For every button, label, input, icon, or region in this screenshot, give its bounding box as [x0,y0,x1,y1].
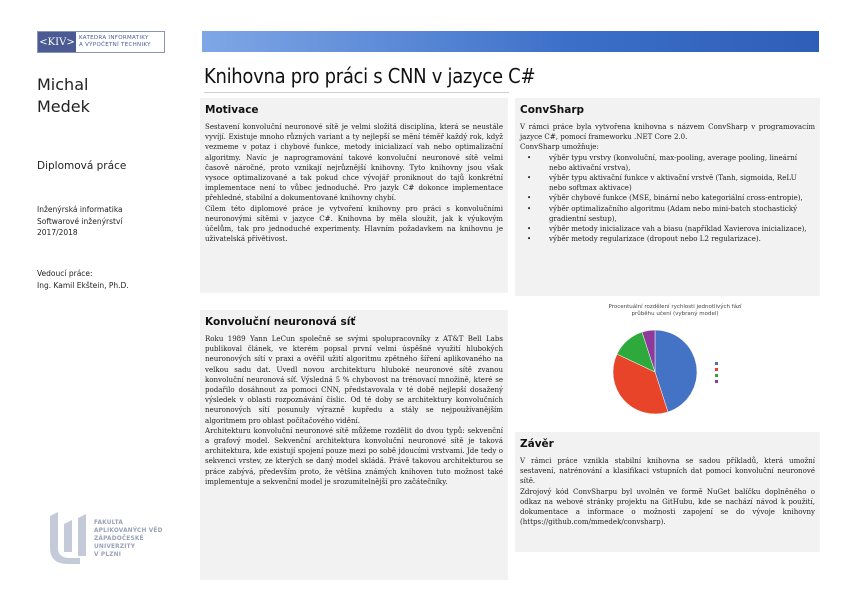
motivace-paragraph-2: Cílem této diplomové práce je vytvoření knihovny pro práci s konvolučními neuronovými sítěmi v jazyce C#. Knihovna by měla sloužit, jak k výukovým účelům, tak pro jednoduché experimenty. Hlavním požadavkem na knihovnu je uživatelská přívětivost. [205,203,503,244]
author-first-name: Michal [37,75,89,94]
cnn-paragraph-2: Architekturu konvoluční neuronové sítě můžeme rozdělit do dvou typů: sekvenční a grafový model. Sekvenční architektura konvoluční neuronové sítě je taková architektura, kde existují spojení pouze mezi po sobě jdoucími vrstvami. Jde tedy o sekvenci vrstev, ze kterých se daný model skládá. Právě takovou architekturou se práce zabývá, především proto, že většina známých knihoven tuto možnost také implementuje a sekvenční model je srozumitelnější pro začátečníky. [205,425,503,486]
header-bar [202,31,819,52]
legend-mark-3 [715,380,718,383]
convsharp-heading: ConvSharp [520,104,585,116]
study-year: 2017/2018 [37,228,78,237]
kiv-department-text [76,32,164,52]
study-specialization: Softwarové inženýrství [37,216,123,226]
kiv-logo [37,31,165,53]
list-item: • výběr metody regularizace (dropout nebo L2 regularizace). [520,234,815,244]
cnn-heading: Konvoluční neuronová síť [205,316,356,328]
zaver-paragraph-2: Zdrojový kód ConvSharpu byl uvolněn ve formě NuGet balíčku doplněného o odkaz na webové stránky projektu na GitHubu, kde se nachází návod k použití, dokumentace a informace o možnosti zapojení se do vývoje knihovny (https://github.com/mmedek/convsharp). [520,486,815,527]
convsharp-intro: V rámci práce byla vytvořena knihovna s názvem ConvSharp v programovacím jazyce C#, pomocí frameworku .NET Core 2.0. [520,122,815,142]
study-program [37,204,123,239]
list-item: • výběr typu aktivační funkce v aktivační vrstvě (Tanh, sigmoida, ReLU nebo softmax aktivace) [520,173,815,193]
convsharp-feature-list [520,153,815,245]
panel-convsharp [515,98,820,296]
motivace-paragraph-1: Sestavení konvoluční neuronové sítě je velmi složitá disciplína, která se neustále vyvíjí. Existuje mnoho různých variant a ty nejlepší se mění téměř každý rok, když vezmeme v potaz i chybové funkce, metody inicializací vah nebo optimalizační algoritmy. Navíc je naprogramování takové konvoluční neuronové sítě velmi časově náročné, proto vznikají nejrůznější knihovny. Tyto knihovny jsou však vysoce optimalizované a tak pokud chce vývojář proniknout do tajů konkrétní implementace není to vůbec jednoduché. Pro jazyk C# dokonce implementace přehledné, stabilní a dokumentované knihovny chybí. [205,122,503,203]
author-name [37,74,90,118]
zcu-line-4: UNIVERZITY [94,544,136,551]
supervisor-label: Vedoucí práce: [37,269,93,278]
supervisor-name: Ing. Kamil Ekštein, Ph.D. [37,280,129,290]
motivace-heading: Motivace [205,104,259,116]
kiv-badge: <KIV> [38,32,76,52]
author-last-name: Medek [37,97,90,116]
panel-zaver [515,432,820,552]
panel-cnn [200,310,508,580]
zaver-paragraph-1: V rámci práce vznikla stabilní knihovna se sadou příkladů, která umožní sestavení, natrénování a klasifikaci vstupních dat pomocí konvoluční neuronové sítě. [520,456,815,486]
convsharp-enables: ConvSharp umožňuje: [520,142,599,152]
supervisor [37,268,129,291]
title-divider [204,92,509,93]
chart-title: Procentuální rozdělení rychlosti jednotlivých fází průběhu učení (vybraný model) [608,304,742,317]
panel-motivace [200,98,508,293]
zcu-line-5: V PLZNI [94,552,122,559]
list-item: • výběr chybové funkce (MSE, binární nebo kategoriální cross-entropie), [520,193,815,203]
list-item: • výběr metody inicializace vah a biasu (například Xavierova inicializace), [520,224,815,234]
thesis-type: Diplomová práce [37,160,127,172]
poster-title: Knihovna pro práci s CNN v jazyce C# [204,64,536,88]
cnn-paragraph-1: Roku 1989 Yann LeCun společně se svými spolupracovníky z AT&T Bell Labs publikoval článek, ve kterém popsal první velmi úspěšné využití hlubokých neuronových sítí v praxi a ověřil užití algoritmu zpětného šíření aplikovaného na velkou sadu dat. Uvedl novou architekturu hluboké neuronové sítě zvanou konvoluční neuronová síť. Výsledná 5 % chybovost na trénovací množině, které se podařilo dosáhnout za pomoci CNN, představovala v té době nejlepší dosažený výsledek v oblasti rozpoznávání číslic. Od té doby se architektury konvolučních neuronových sítí posunuly výrazně kupředu a stály se nejpoužívanějším algoritmem pro oblast počítačového vidění. [205,334,503,425]
pie-chart [575,300,775,428]
legend-mark-2 [715,374,718,377]
study-field: Inženýrská informatika [37,205,123,214]
zcu-faculty-text [94,519,163,559]
list-item: • výběr typu vrstvy (konvoluční, max-pooling, average pooling, lineární nebo aktivační vrstva), [520,153,815,173]
list-item: • výběr optimalizačního algoritmu (Adam nebo mini-batch stochastický gradientní sestup), [520,204,815,224]
zcu-line-1: FAKULTA [94,520,124,526]
zcu-line-2: APLIKOVANÝCH VĚD [94,528,163,535]
zcu-line-3: ZÁPADOČESKÉ [94,536,144,543]
kiv-line-2: A VÝPOČETNÍ TECHNIKY [79,42,151,48]
legend-mark-1 [715,368,718,371]
zaver-heading: Závěr [520,438,554,450]
kiv-line-1: KATEDRA INFORMATIKY [79,35,149,41]
legend-mark-0 [715,362,718,365]
